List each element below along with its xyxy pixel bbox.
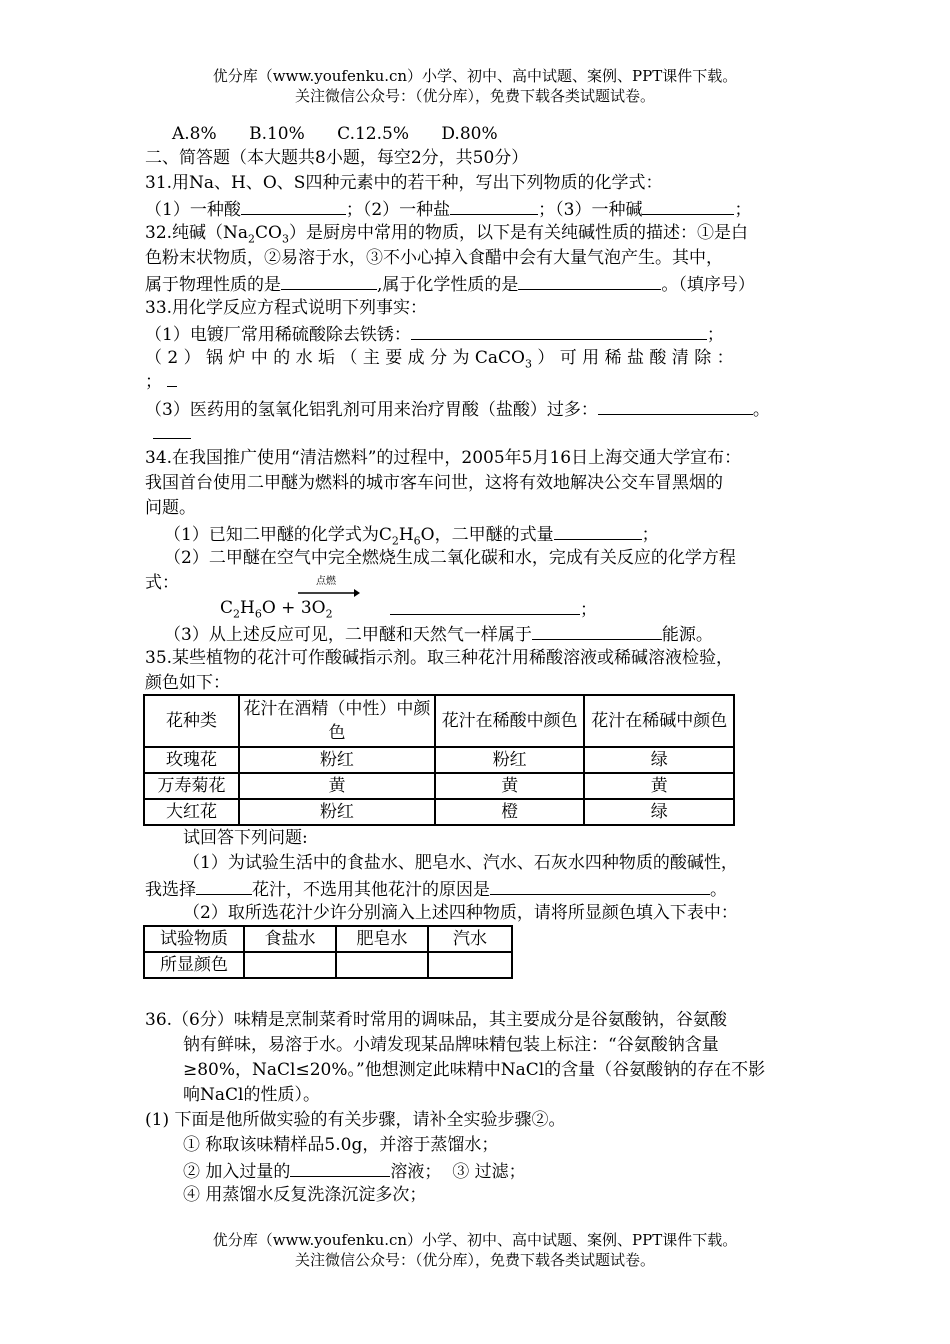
table-cell: 绿 (584, 747, 734, 773)
table-row (144, 952, 512, 978)
q35-line1: 35.某些植物的花汁可作酸碱指示剂。取三种花汁用稀酸溶液或稀碱溶液检验， (145, 648, 734, 668)
q34-part2-b: 式： (145, 573, 179, 593)
q31-parts (145, 196, 751, 222)
table-cell: 大红花 (144, 799, 239, 825)
table-row (144, 773, 734, 799)
q34-equation (220, 596, 333, 620)
q32-line2: 色粉末状物质，②易溶于水，③不小心掉入食醋中会有大量气泡产生。其中， (145, 248, 723, 268)
q32-text-b: CO (255, 223, 282, 243)
q34-line3: 问题。 (145, 498, 196, 518)
q34-line2: 我国首台使用二甲醚为燃料的城市客车问世，这将有效地解决公交车冒黑烟的 (145, 473, 723, 493)
q33-part2-end (145, 370, 177, 394)
q34-blank-products[interactable] (390, 596, 580, 615)
q36-step2-rest: 溶液； ③ 过滤； (390, 1162, 526, 1182)
q34-part1-a: （1）已知二甲醚的化学式为C (164, 525, 392, 545)
q34-blank-mass[interactable] (554, 521, 642, 540)
q34-part1-end: ； (641, 525, 659, 545)
q36-step-intro: (1) 下面是他所做实验的有关步骤，请补全实验步骤②。 (145, 1110, 566, 1130)
q34-eq-sub-c: 2 (233, 607, 241, 621)
q34-eq-h: H (240, 598, 255, 618)
q32-line3 (145, 271, 755, 297)
q33-part2-semicolon: ； (145, 372, 162, 392)
q34-part3 (164, 621, 713, 647)
q34-eq-end: ； (580, 600, 597, 620)
table-header-cell: 肥皂水 (336, 926, 428, 952)
table-cell-blank[interactable] (244, 952, 336, 978)
q35-q2: （2）取所选花汁少许分别滴入上述四种物质，请将所显颜色填入下表中： (183, 903, 738, 923)
flower-indicator-table (143, 694, 735, 826)
q33-blank-3[interactable] (598, 396, 753, 415)
q33-part2 (145, 346, 734, 370)
q33-part2-label-b: ） 可 用 稀 盐 酸 清 除 ： (531, 348, 734, 368)
table-cell: 黄 (584, 773, 734, 799)
q31-stem: 31.用Na、H、O、S四种元素中的若干种，写出下列物质的化学式： (145, 173, 663, 193)
table-header-cell: 汽水 (428, 926, 512, 952)
q32-chemical-label: ,属于化学性质的是 (377, 275, 519, 295)
page-footer-line2: 关注微信公众号：（优分库），免费下载各类试题试卷。 (294, 1251, 655, 1269)
table-header-row (144, 695, 734, 747)
table-cell-blank[interactable] (428, 952, 512, 978)
q33-sub-3: 3 (524, 357, 532, 371)
q32-blank-chemical[interactable] (518, 271, 661, 290)
options-line: A.8% B.10% C.12.5% D.80% (172, 124, 498, 144)
q36-step2 (183, 1158, 526, 1184)
q31-blank-acid[interactable] (241, 196, 346, 215)
q32-line1 (145, 221, 748, 245)
q34-part2-a: （2）二甲醚在空气中完全燃烧生成二氧化碳和水，完成有关反应的化学方程 (164, 548, 736, 568)
page-header-line2: 关注微信公众号：（优分库），免费下载各类试题试卷。 (294, 87, 655, 105)
q31-part1-label: （1）一种酸 (145, 200, 241, 220)
q34-part1 (164, 521, 659, 547)
table-cell: 粉红 (435, 747, 585, 773)
q36-step1: ① 称取该味精样品5.0g，并溶于蒸馏水； (183, 1135, 499, 1155)
q33-part2-label: （ 2 ） 锅 炉 中 的 水 垢 （ 主 要 成 分 为 CaCO (145, 348, 525, 368)
q33-blank-2[interactable] (167, 372, 177, 387)
table-cell: 粉红 (239, 747, 435, 773)
table-header-cell: 试验物质 (144, 926, 244, 952)
table-header-cell: 花汁在稀碱中颜色 (584, 695, 734, 747)
table-header-cell: 花汁在稀酸中颜色 (435, 695, 585, 747)
q36-blank-reagent[interactable] (290, 1158, 390, 1177)
q33-part1 (145, 321, 724, 347)
table-header-row (144, 926, 512, 952)
table-header-cell: 食盐水 (244, 926, 336, 952)
q31-end: ； (734, 200, 752, 220)
q33-part1-end: ； (706, 325, 724, 345)
q33-part1-label: （1）电镀厂常用稀硫酸除去铁锈： (145, 325, 411, 345)
q34-condition: 点燃 (316, 576, 336, 587)
q33-stem: 33.用化学反应方程式说明下列事实： (145, 298, 428, 318)
q32-blank-physical[interactable] (281, 271, 377, 290)
table-cell: 橙 (435, 799, 585, 825)
q36-line1: 36.（6分）味精是烹制菜肴时常用的调味品，其主要成分是谷氨酸钠，谷氨酸 (145, 1010, 727, 1030)
q31-blank-base[interactable] (642, 196, 734, 215)
table-header-cell: 花汁在酒精（中性）中颜色 (239, 695, 435, 747)
table-cell: 玫瑰花 (144, 747, 239, 773)
q35-q1-line1: （1）为试验生活中的食盐水、肥皂水、汽水、石灰水四种物质的酸碱性， (183, 853, 738, 873)
q34-part1-b: H (398, 525, 414, 545)
page-footer-line1: 优分库（www.youfenku.cn）小学、初中、高中试题、案例、PPT课件下载。 (212, 1231, 738, 1249)
color-result-table (143, 925, 513, 979)
table-cell: 绿 (584, 799, 734, 825)
q34-blank-energy[interactable] (532, 621, 662, 640)
q35-q1-line2 (145, 876, 727, 902)
q32-end: 。（填序号） (661, 275, 755, 295)
q33-part3-label: （3）医药用的氢氧化铝乳剂可用来治疗胃酸（盐酸）过多： (145, 400, 598, 420)
q34-part3-a: （3）从上述反应可见，二甲醚和天然气一样属于 (164, 625, 532, 645)
q32-text-c: ）是厨房中常用的物质，以下是有关纯碱性质的描述：①是白 (289, 223, 748, 243)
q34-line1: 34.在我国推广使用“清洁燃料”的过程中，2005年5月16日上海交通大学宣布： (145, 448, 742, 468)
table-cell-blank[interactable] (336, 952, 428, 978)
q35-q1-end: 。 (710, 880, 727, 900)
q32-sub-2: 2 (248, 232, 256, 246)
q34-eq-sub-o2: 2 (325, 607, 333, 621)
q32-sub-3: 3 (282, 232, 289, 246)
q33-blank-1[interactable] (411, 321, 707, 340)
q33-part3 (145, 396, 770, 422)
q35-line2: 颜色如下： (145, 673, 230, 693)
q35-blank-flower[interactable] (196, 876, 252, 895)
table-cell: 万寿菊花 (144, 773, 239, 799)
q34-eq-c: C (220, 598, 234, 618)
q31-part2-label: ；（2）一种盐 (345, 200, 451, 220)
section-title: 二、简答题（本大题共8小题，每空2分，共50分） (145, 148, 529, 168)
q34-sub-h: 6 (413, 534, 421, 548)
q34-equation-blank (390, 596, 597, 622)
q36-step4: ④ 用蒸馏水反复洗涤沉淀多次； (183, 1185, 427, 1205)
q32-physical-label: 属于物理性质的是 (145, 275, 281, 295)
table-cell: 粉红 (239, 799, 435, 825)
q36-step2-label: ② 加入过量的 (183, 1162, 291, 1182)
q36-line2: 钠有鲜味，易溶于水。小靖发现某品牌味精包装上标注：“谷氨酸钠含量 (183, 1035, 719, 1055)
table-cell: 黄 (435, 773, 585, 799)
q36-line3: ≥80%，NaCl≤20%。”他想测定此味精中NaCl的含量（谷氨酸钠的存在不影 (183, 1060, 766, 1080)
table-header-cell: 花种类 (144, 695, 239, 747)
page-header-line1: 优分库（www.youfenku.cn）小学、初中、高中试题、案例、PPT课件下载。 (212, 67, 738, 85)
q32-text-a: 32.纯碱（Na (145, 223, 249, 243)
q34-eq-sub-h: 6 (254, 607, 262, 621)
q36-line4: 响NaCl的性质）。 (183, 1085, 320, 1105)
q31-blank-salt[interactable] (450, 196, 538, 215)
q31-part3-label: ；（3）一种碱 (538, 200, 643, 220)
q35-ask: 试回答下列问题: (183, 828, 308, 848)
q34-sub-c: 2 (391, 534, 399, 548)
q33-blank-3-cont[interactable] (153, 420, 191, 446)
q34-eq-rest: O + 3O (261, 598, 326, 618)
q35-q1-choose: 我选择 (145, 880, 196, 900)
table-cell: 所显颜色 (144, 952, 244, 978)
table-row (144, 799, 734, 825)
q35-blank-reason[interactable] (490, 876, 710, 895)
q34-part3-b: 能源。 (661, 625, 713, 645)
q33-part3-end: 。 (752, 400, 770, 420)
table-row (144, 747, 734, 773)
q34-part1-c: O，二甲醚的式量 (420, 525, 554, 545)
table-cell: 黄 (239, 773, 435, 799)
q35-q1-reason: 花汁，不选用其他花汁的原因是 (252, 880, 490, 900)
